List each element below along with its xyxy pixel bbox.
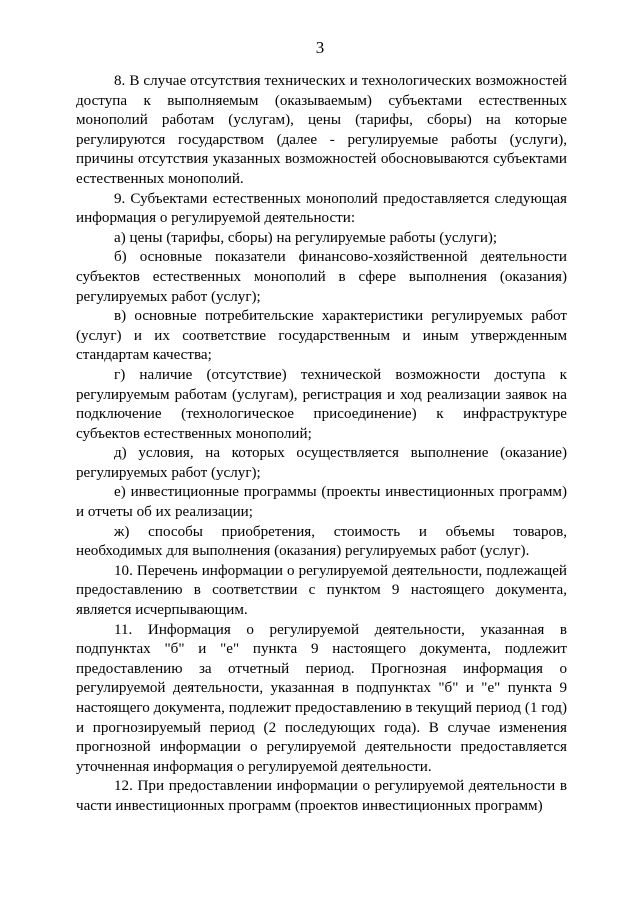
- subitem-a: а) цены (тарифы, сборы) на регулируемые работы (услуги);: [114, 229, 498, 246]
- subitem-zh: ж) способы приобретения, стоимость и объемы товаров, необходимых для выполнения (оказания) регулируемых работ (услуг).: [76, 523, 567, 560]
- paragraph-10: 10. Перечень информации о регулируемой деятельности, подлежащей предоставлению в соответствии с пунктом 9 настоящего документа, является исчерпывающим.: [76, 562, 567, 619]
- subitem-b: б) основные показатели финансово-хозяйственной деятельности субъектов естественных монополий в сфере выполнения (оказания) регулируемых работ (услуг);: [76, 249, 567, 305]
- page-number: 3: [315, 38, 325, 57]
- subitem-e: е) инвестиционные программы (проекты инвестиционных программ) и отчеты об их реализации;: [76, 484, 567, 521]
- document-body: [76, 72, 567, 817]
- subitem-v: в) основные потребительские характеристики регулируемых работ (услуг) и их соответствие государственным и иным утвержденным стандартам качества;: [76, 308, 567, 364]
- paragraph-8: 8. В случае отсутствия технических и технологических возможностей доступа к выполняемым (оказываемым) субъектами естественных монополий работам (услугам), цены (тарифы, сборы) на которые регулируются государством (далее - регулируемые работы (услуги), причины отсутствия указанных возможностей обосновываются субъектами естественных монополий.: [76, 73, 567, 187]
- paragraph-11: 11. Информация о регулируемой деятельности, указанная в подпунктах "б" и "е" пункта 9 настоящего документа, подлежит предоставлению за отчетный период. Прогнозная информация о регулируемой деятельности, указанная в подпунктах "б" и "е" пункта 9 настоящего документа, подлежит предоставлению в текущий период (1 год) и прогнозируемый период (2 последующих года). В случае изменения прогнозной информации о регулируемой деятельности предоставляется уточненная информация о регулируемой деятельности.: [76, 621, 567, 775]
- paragraph-9: 9. Субъектами естественных монополий предоставляется следующая информация о регулируемой деятельности:: [76, 190, 567, 227]
- subitem-g: г) наличие (отсутствие) технической возможности доступа к регулируемым работам (услугам), регистрация и ход реализации заявок на подключение (технологическое присоединение) к инфраструктуре субъектов естественных монополий;: [76, 366, 567, 442]
- paragraph-12: 12. При предоставлении информации о регулируемой деятельности в части инвестиционных программ (проектов инвестиционных программ): [76, 778, 567, 814]
- subitem-d: д) условия, на которых осуществляется выполнение (оказание) регулируемых работ (услуг);: [76, 445, 567, 481]
